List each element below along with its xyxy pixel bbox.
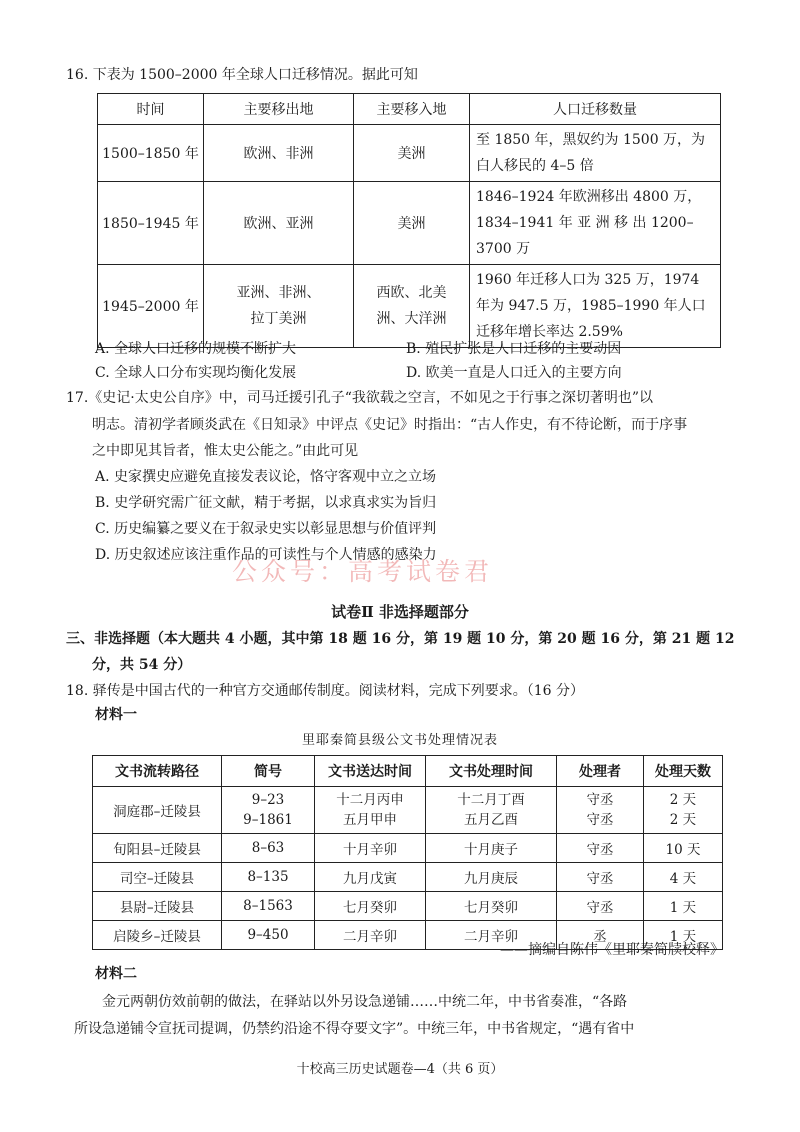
cell-path: 旬阳县–迁陵县 xyxy=(93,834,222,863)
cell-who: 守丞 xyxy=(557,863,644,892)
q17-option-b: B. 史学研究需广征文献，精于考据，以求真求实为旨归 xyxy=(95,495,437,511)
q16-option-b: B. 殖民扩张是人口迁移的主要动因 xyxy=(406,341,622,357)
cell-path: 司空–迁陵县 xyxy=(93,863,222,892)
cell-in: 美洲 xyxy=(354,182,470,265)
table-source: ——摘编自陈伟《里耶秦简牍校释》 xyxy=(500,942,724,958)
cell-num-line: 迁移年增长率达 2.59% xyxy=(476,324,623,340)
cell-out: 欧洲、亚洲 xyxy=(204,182,354,265)
cell-num-line: 至 1850 年，黑奴约为 1500 万，为 xyxy=(476,132,706,148)
cell-num-line: 白人移民的 4–5 倍 xyxy=(476,158,594,174)
section-title: 试卷Ⅱ 非选择题部分 xyxy=(331,603,469,621)
table-row xyxy=(93,892,723,921)
col-time: 时间 xyxy=(98,94,204,125)
cell-days: 10 天 xyxy=(644,834,723,863)
cell-time: 1500–1850 年 xyxy=(98,125,204,182)
col-send: 文书送达时间 xyxy=(315,756,426,787)
cell-line: 守丞 xyxy=(586,792,614,808)
cell-proc: 九月庚辰 xyxy=(426,863,557,892)
cell-proc: 七月癸卯 xyxy=(426,892,557,921)
table-row xyxy=(93,863,723,892)
material-2-label: 材料二 xyxy=(95,966,137,982)
col-proc: 文书处理时间 xyxy=(426,756,557,787)
question-17-line: 17.《史记·太史公自序》中，司马迁援引孔子“我欲载之空言，不如见之于行事之深切著明也”以 xyxy=(66,390,654,406)
cell-path: 县尉–迁陵县 xyxy=(93,892,222,921)
cell-time: 1850–1945 年 xyxy=(98,182,204,265)
cell-num-line: 1960 年迁移人口为 325 万，1974 xyxy=(476,272,700,288)
cell-num xyxy=(470,265,721,348)
cell-in xyxy=(354,265,470,348)
col-who: 处理者 xyxy=(557,756,644,787)
cell-line: 十二月丁酉 xyxy=(457,792,525,808)
cell-out-text: 亚洲、非洲、拉丁美洲 xyxy=(236,285,321,327)
q16-option-a: A. 全球人口迁移的规模不断扩大 xyxy=(95,341,297,357)
table-caption: 里耶秦简县级公文书处理情况表 xyxy=(301,733,498,748)
col-num: 人口迁移数量 xyxy=(470,94,721,125)
table-row xyxy=(98,265,721,348)
cell-send: 九月戊寅 xyxy=(315,863,426,892)
cell-send: 七月癸卯 xyxy=(315,892,426,921)
material-1-label: 材料一 xyxy=(95,707,137,723)
cell-days xyxy=(644,787,723,834)
cell-line: 2 天 xyxy=(669,792,697,808)
cell-line: 五月乙酉 xyxy=(464,812,518,828)
cell-proc xyxy=(426,787,557,834)
cell-line: 2 天 xyxy=(669,812,697,828)
cell-path: 洞庭郡–迁陵县 xyxy=(93,787,222,834)
question-17-line: 之中即见其旨者，惟太史公能之。”由此可见 xyxy=(92,443,359,459)
cell-num-line: 1846–1924 年欧洲移出 4800 万， xyxy=(476,189,702,205)
q17-option-d: D. 历史叙述应该注重作品的可读性与个人情感的感染力 xyxy=(95,547,437,563)
cell-proc: 十月庚子 xyxy=(426,834,557,863)
cell-line: 9–1861 xyxy=(243,812,293,828)
cell-num-line: 3700 万 xyxy=(476,241,531,257)
table-header-row xyxy=(98,94,721,125)
question-18-stem: 18. 驿传是中国古代的一种官方交通邮传制度。阅读材料，完成下列要求。（16 分） xyxy=(66,683,584,699)
cell-line: 五月甲申 xyxy=(343,812,397,828)
cell-id: 8–135 xyxy=(222,863,315,892)
table-row xyxy=(93,787,723,834)
material-2-paragraph-line: 所设急递铺令宣抚司提调，仍禁约沿途不得夺要文字”。中统三年，中书省规定，“遇有省中 xyxy=(74,1021,635,1037)
col-path: 文书流转路径 xyxy=(93,756,222,787)
cell-who: 守丞 xyxy=(557,834,644,863)
cell-line: 十二月丙申 xyxy=(336,792,404,808)
cell-who xyxy=(557,787,644,834)
question-17-line: 明志。清初学者顾炎武在《日知录》中评点《史记》时指出：“古人作史，有不待论断，而于序事 xyxy=(92,417,688,433)
cell-num xyxy=(470,182,721,265)
table-row xyxy=(98,125,721,182)
document-processing-table xyxy=(92,755,723,950)
cell-days: 4 天 xyxy=(644,863,723,892)
col-days: 处理天数 xyxy=(644,756,723,787)
cell-id: 8–63 xyxy=(222,834,315,863)
cell-num xyxy=(470,125,721,182)
table-header-row xyxy=(93,756,723,787)
col-out: 主要移出地 xyxy=(204,94,354,125)
q17-option-c: C. 历史编纂之要义在于叙录史实以彰显思想与价值评判 xyxy=(95,521,437,537)
cell-send: 二月辛卯 xyxy=(315,921,426,950)
q16-option-d: D. 欧美一直是人口迁入的主要方向 xyxy=(406,365,622,381)
cell-out xyxy=(204,265,354,348)
watermark: 公众号：高考试卷君 xyxy=(232,557,494,586)
cell-days: 1 天 xyxy=(644,921,723,950)
cell-in: 美洲 xyxy=(354,125,470,182)
cell-out: 欧洲、非洲 xyxy=(204,125,354,182)
material-2-paragraph-line: 金元两朝仿效前朝的做法，在驿站以外另设急递铺……中统二年，中书省奏准，“各路 xyxy=(74,994,628,1010)
table-row xyxy=(93,834,723,863)
cell-id xyxy=(222,787,315,834)
cell-who: 丞 xyxy=(557,921,644,950)
cell-num-line: 1834–1941 年 亚 洲 移 出 1200– xyxy=(476,215,694,231)
question-16-stem: 16. 下表为 1500–2000 年全球人口迁移情况。据此可知 xyxy=(66,67,418,83)
cell-time: 1945–2000 年 xyxy=(98,265,204,348)
cell-days: 1 天 xyxy=(644,892,723,921)
col-in: 主要移入地 xyxy=(354,94,470,125)
cell-id: 8–1563 xyxy=(222,892,315,921)
q17-option-a: A. 史家撰史应避免直接发表议论，恪守客观中立之立场 xyxy=(95,469,437,485)
table-row xyxy=(98,182,721,265)
cell-line: 守丞 xyxy=(586,812,614,828)
cell-num-line: 年为 947.5 万，1985–1990 年人口 xyxy=(476,298,706,314)
part3-instructions: 三、非选择题（本大题共 4 小题，其中第 18 题 16 分，第 19 题 10 分，第 20 题 16 分，第 21 题 12 xyxy=(66,631,735,647)
col-id: 简号 xyxy=(222,756,315,787)
cell-in-text: 西欧、北美洲、大洋洲 xyxy=(376,285,447,327)
cell-path: 启陵乡–迁陵县 xyxy=(93,921,222,950)
cell-send xyxy=(315,787,426,834)
cell-line: 9–23 xyxy=(251,792,285,808)
cell-who: 守丞 xyxy=(557,892,644,921)
part3-instructions-cont: 分，共 54 分） xyxy=(92,657,192,673)
cell-send: 十月辛卯 xyxy=(315,834,426,863)
cell-proc: 二月辛卯 xyxy=(426,921,557,950)
q16-option-c: C. 全球人口分布实现均衡化发展 xyxy=(95,365,297,381)
page-footer: 十校高三历史试题卷—4（共 6 页） xyxy=(296,1062,504,1077)
cell-id: 9–450 xyxy=(222,921,315,950)
migration-table xyxy=(97,93,721,348)
